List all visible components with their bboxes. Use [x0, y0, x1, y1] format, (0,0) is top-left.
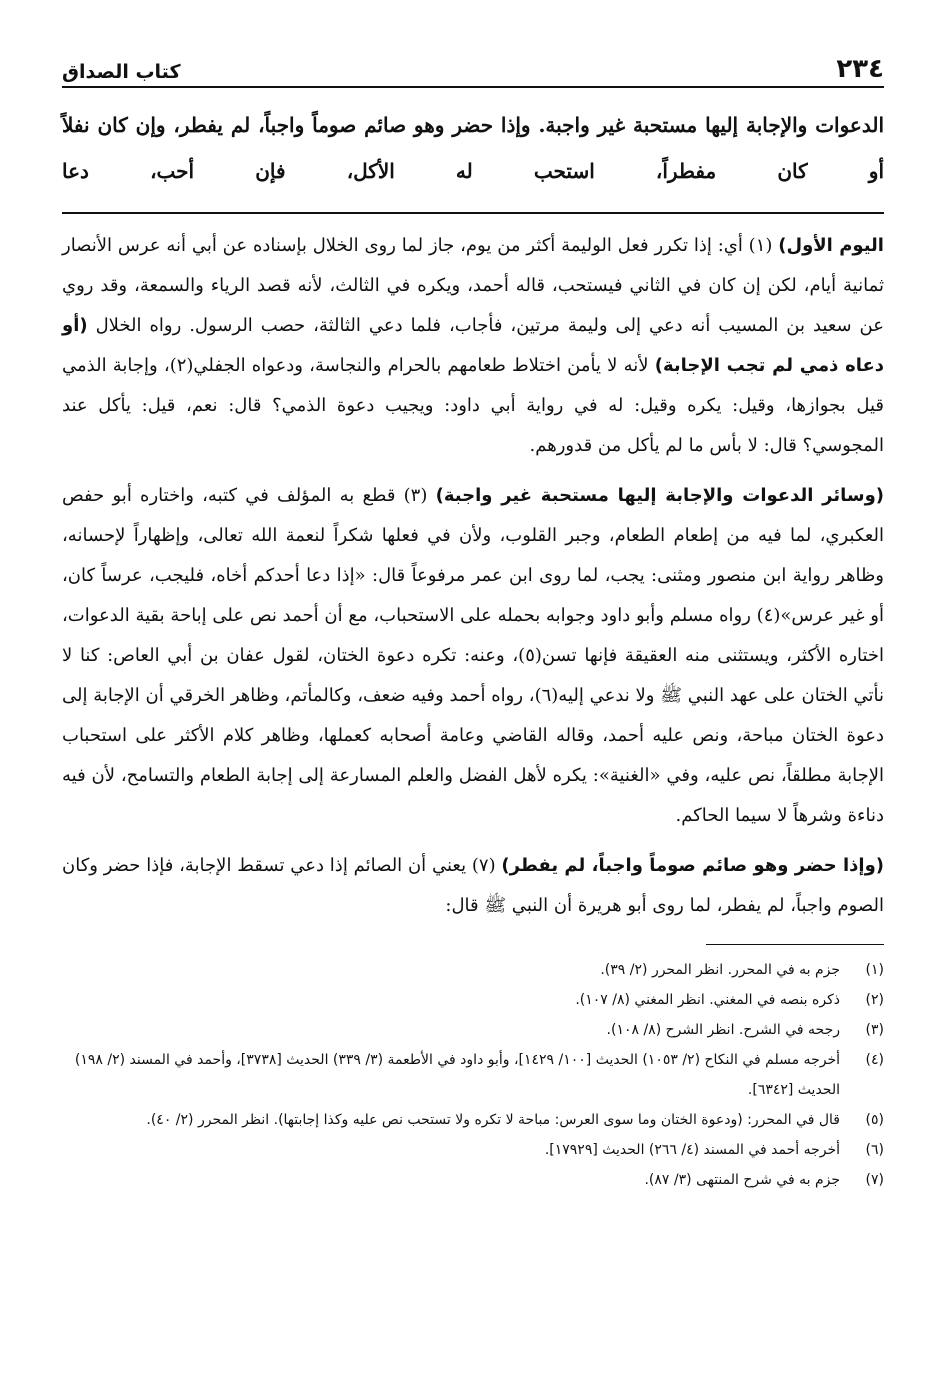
text-divider: [62, 212, 884, 214]
footnote-number: (١): [865, 962, 884, 978]
footnote-number: (٤): [865, 1052, 884, 1068]
main-text: الدعوات والإجابة إليها مستحبة غير واجبة. وإذا حضر وهو صائم صوماً واجباً، لم يفطر، وإن كان نفلاً أو كان مفطراً، استحب له الأكل، فإن أحب، دعا: [62, 113, 884, 183]
commentary-text: (٧) يعني أن الصائم إذا دعي تسقط الإجابة، فإذا حضر وكان الصوم واجباً، لم يفطر، لما روى أبو هريرة أن النبي ﷺ قال:: [62, 855, 884, 916]
commentary-paragraph-3: [62, 846, 884, 926]
footnote: [62, 1015, 884, 1045]
footnote-number: (٢): [865, 992, 884, 1008]
footnote-text: ذكره بنصه في المغني. انظر المغني (٨/ ١٠٧).: [575, 992, 840, 1008]
footnote: [62, 1105, 884, 1135]
footnote-text: أخرجه مسلم في النكاح (٢/ ١٠٥٣) الحديث [١٠٠/ ١٤٢٩]، وأبو داود في الأطعمة (٣/ ٣٣٩) الحديث [٣٧٣٨]، وأحمد في المسند (٢/ ١٩٨) الحديث [٦٣٤٢].: [74, 1052, 840, 1098]
commentary-text: (١) أي: إذا تكرر فعل الوليمة أكثر من يوم، جاز لما روى الخلال بإسناده عن أبي أنه عرس الأنصار ثمانية أيام، لكن إن كان في الثاني فيستحب، قاله أحمد، ويكره في الثالث، لأنه قصد الرياء والسمعة، وقد روي عن سعيد بن المسيب أنه دعي إلى وليمة مرتين، فأجاب، فلما دعي الثالثة، حصب الرسول. رواه الخلال: [62, 235, 884, 336]
commentary-paragraph-2: [62, 476, 884, 836]
footnote-text: أخرجه أحمد في المسند (٤/ ٢٦٦) الحديث [١٧٩٢٩].: [544, 1142, 840, 1158]
matn-quote: (أو دعاه ذمي لم تجب الإجابة): [62, 315, 884, 376]
commentary-paragraph-1: [62, 226, 884, 466]
footnote-number: (٧): [865, 1172, 884, 1188]
footnote-text: جزم به في المحرر. انظر المحرر (٢/ ٣٩).: [600, 962, 840, 978]
footnote-number: (٦): [865, 1142, 884, 1158]
footnote: [62, 985, 884, 1015]
book-title: كتاب الصداق: [62, 61, 181, 83]
footnote: [62, 1165, 884, 1195]
footnote-text: قال في المحرر: (ودعوة الختان وما سوى العرس: مباحة لا تكره ولا تستحب نص عليه وكذا إجابتها). انظر المحرر (٢/ ٤٠).: [146, 1112, 840, 1128]
matn-quote: (وسائر الدعوات والإجابة إليها مستحبة غير واجبة): [435, 485, 884, 506]
footnote: [62, 1045, 884, 1105]
page-header: [62, 40, 884, 88]
page-number: ٢٣٤: [836, 54, 884, 84]
footnote: [62, 1135, 884, 1165]
matn-quote: (وإذا حضر وهو صائم صوماً واجباً، لم يفطر): [501, 855, 884, 876]
commentary: [62, 226, 884, 926]
footnote-text: جزم به في شرح المنتهى (٣/ ٨٧).: [644, 1172, 840, 1188]
commentary-text: (٣) قطع به المؤلف في كتبه، واختاره أبو حفص العكبري، لما فيه من إطعام الطعام، وجبر القلوب، ولأن في فعلها شكراً لنعمة الله تعالى، وإظهاراً لإحسانه، وظاهر رواية ابن منصور ومثنى: يجب، لما روى ابن عمر مرفوعاً قال: «إذا دعا أحدكم أخاه، فليجب، عرساً كان، أو غير عرس»(٤) رواه مسلم وأبو داود وجوابه بحمله على الاستحباب، مع أن أحمد نص على إباحة بقية الدعوات، اختاره الأكثر، ويستثنى منه العقيقة فإنها تسن(٥)، وعنه: تكره دعوة الختان، لقول عفان بن أبي العاص: كنا لا نأتي الختان على عهد النبي ﷺ ولا ندعي إليه(٦)، رواه أحمد وفيه ضعف، وكالمأتم، وظاهر الخرقي أن الإجابة إلى دعوة الختان مباحة، ونص عليه أحمد، وقاله القاضي وعامة أصحابه كعملها، وظاهر كلام الأكثر على استحباب الإجابة مطلقاً، نص عليه، وفي «الغنية»: يكره لأهل الفضل والعلم المسارعة إلى إجابة الطعام والتسامح، لأن فيه دناءة وشرهاً لا سيما الحاكم.: [62, 485, 885, 826]
footnote: [62, 955, 884, 985]
footnote-text: رجحه في الشرح. انظر الشرح (٨/ ١٠٨).: [606, 1022, 840, 1038]
footnote-number: (٣): [865, 1022, 884, 1038]
footnote-number: (٥): [865, 1112, 884, 1128]
matn-quote: اليوم الأول): [778, 235, 884, 256]
footnotes: [62, 955, 884, 1195]
book-page: [62, 40, 884, 1195]
footnote-rule: [706, 944, 884, 945]
commentary-text: لأنه لا يأمن اختلاط طعامهم بالحرام والنجاسة، ودعواه الجفلي(٢)، وإجابة الذمي قيل بجوازها، وقيل: يكره وقيل: له في رواية أبي داود: ويجيب دعوة الذمي؟ قال: نعم، قيل: يأكل عند المجوسي؟ قال: لا بأس ما لم يأكل من قدورهم.: [62, 355, 884, 456]
